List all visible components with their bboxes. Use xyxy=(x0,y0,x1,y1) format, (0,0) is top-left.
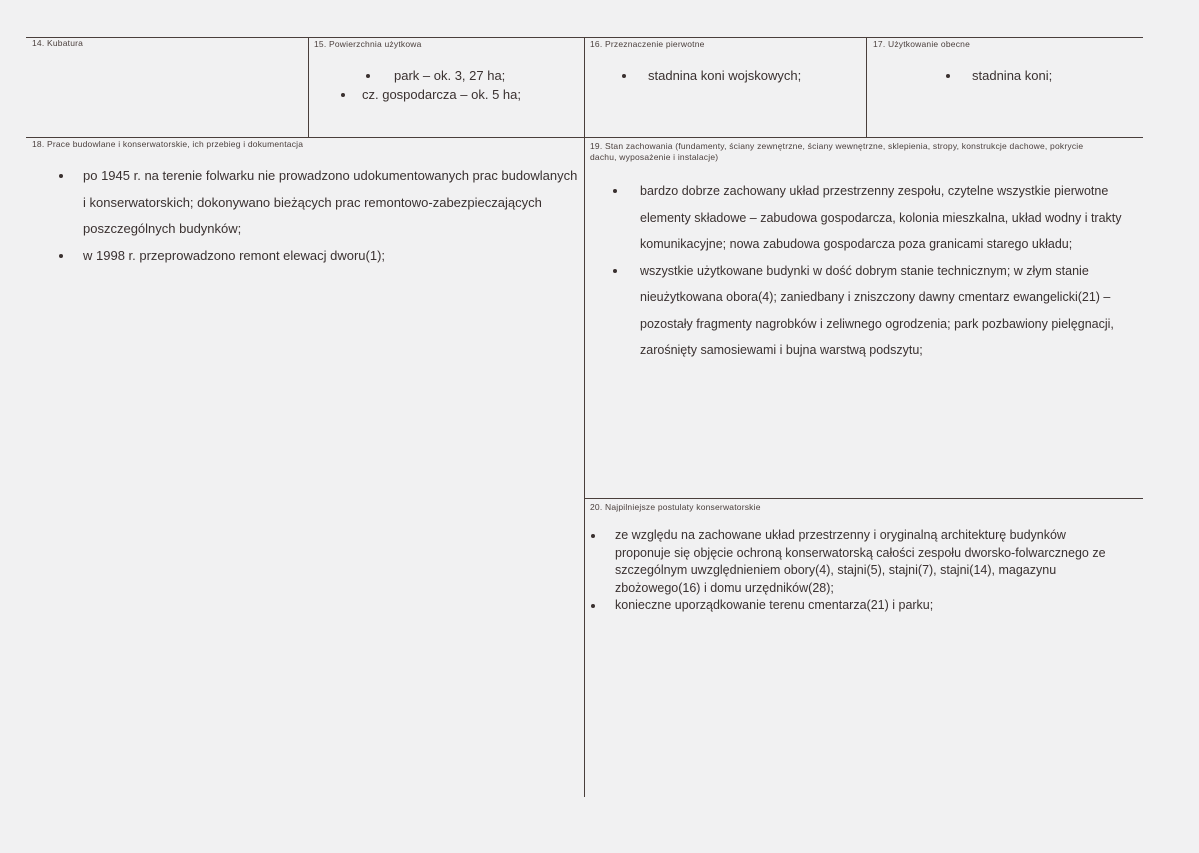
stan-list xyxy=(613,178,1138,364)
item-text: park – ok. 3, 27 ha; xyxy=(394,68,506,83)
bullet-icon xyxy=(366,74,370,78)
list-item xyxy=(345,85,521,104)
postulaty-list xyxy=(588,527,1123,615)
cell-label-kubatura: 14. Kubatura xyxy=(32,38,84,48)
item-text: stadnina koni; xyxy=(972,68,1053,83)
list-item xyxy=(948,66,1052,85)
bullet-icon xyxy=(591,604,595,608)
list-item xyxy=(370,66,505,85)
cell-label-postulaty: 20. Najpilniejsze postulaty konserwatorskie xyxy=(590,502,761,512)
bullet-icon xyxy=(341,93,345,97)
bullet-icon xyxy=(622,74,626,78)
item-text: konieczne uporządkowanie terenu cmentarza(21) i parku; xyxy=(615,598,934,612)
rule-col-15 xyxy=(308,37,309,137)
bullet-icon xyxy=(946,74,950,78)
item-text: cz. gospodarcza – ok. 5 ha; xyxy=(362,87,521,102)
list-item xyxy=(588,527,1123,597)
bullet-icon xyxy=(591,534,595,538)
item-text: w 1998 r. przeprowadzono remont elewacj dworu(1); xyxy=(83,247,386,263)
item-text: po 1945 r. na terenie folwarku nie prowadzono udokumentowanych prac budowlanych i konserwatorskich; dokonywano bieżących prac remontowo-zabezpieczających poszczególnych budynków; xyxy=(83,168,578,236)
list-item xyxy=(613,178,1138,258)
item-text: bardzo dobrze zachowany układ przestrzenny zespołu, czytelne wszystkie pierwotne elementy składowe – zabudowa gospodarcza, kolonia mieszkalna, układ wodny i trakty komunikacyjne; nowa zabudowa gospodarcza poza granicami starego układu; xyxy=(640,184,1122,251)
list-item xyxy=(588,597,1123,615)
bullet-icon xyxy=(613,269,617,273)
bullet-icon xyxy=(59,254,63,258)
rule-col-16 xyxy=(584,37,585,797)
item-text: stadnina koni wojskowych; xyxy=(648,68,802,83)
cell-label-stan: 19. Stan zachowania (fundamenty, ściany zewnętrzne, ściany wewnętrzne, sklepienia, stropy, konstrukcje dachowe, pokrycie dachu, wyposażenie i instalacje) xyxy=(590,141,1084,162)
prace-list xyxy=(59,163,579,269)
list-item xyxy=(59,243,579,270)
rule-col-17 xyxy=(866,37,867,137)
item-text: ze względu na zachowane układ przestrzenny i oryginalną architekturę budynków proponuje się objęcie ochroną konserwatorską całości zespołu dworsko-folwarcznego ze szczególnym uwzględnieniem obory(4), stajni(5), stajni(7), stajni(14), magazynu zbożowego(16) i domu urzędników(28); xyxy=(615,528,1106,595)
rule-section-20 xyxy=(584,498,1143,499)
bullet-icon xyxy=(613,189,617,193)
cell-label-uzytkowanie: 17. Użytkowanie obecne xyxy=(873,39,971,49)
cell-label-prace: 18. Prace budowlane i konserwatorskie, ich przebieg i dokumentacja xyxy=(32,139,304,149)
cell-label-powierzchnia: 15. Powierzchnia użytkowa xyxy=(314,39,422,49)
cell-label-przeznaczenie: 16. Przeznaczenie pierwotne xyxy=(590,39,705,49)
list-item xyxy=(624,66,801,85)
bullet-icon xyxy=(59,174,63,178)
list-item xyxy=(59,163,579,243)
item-text: wszystkie użytkowane budynki w dość dobrym stanie technicznym; w złym stanie nieużytkowana obora(4); zaniedbany i zniszczony dawny cmentarz ewangelicki(21) – pozostały fragmenty nagrobków i zeliwnego ogrodzenia; park pozbawiony pielęgnacji, zarośnięty samosiewami i bujna warstwą podszytu; xyxy=(640,263,1114,357)
list-item xyxy=(613,258,1138,364)
